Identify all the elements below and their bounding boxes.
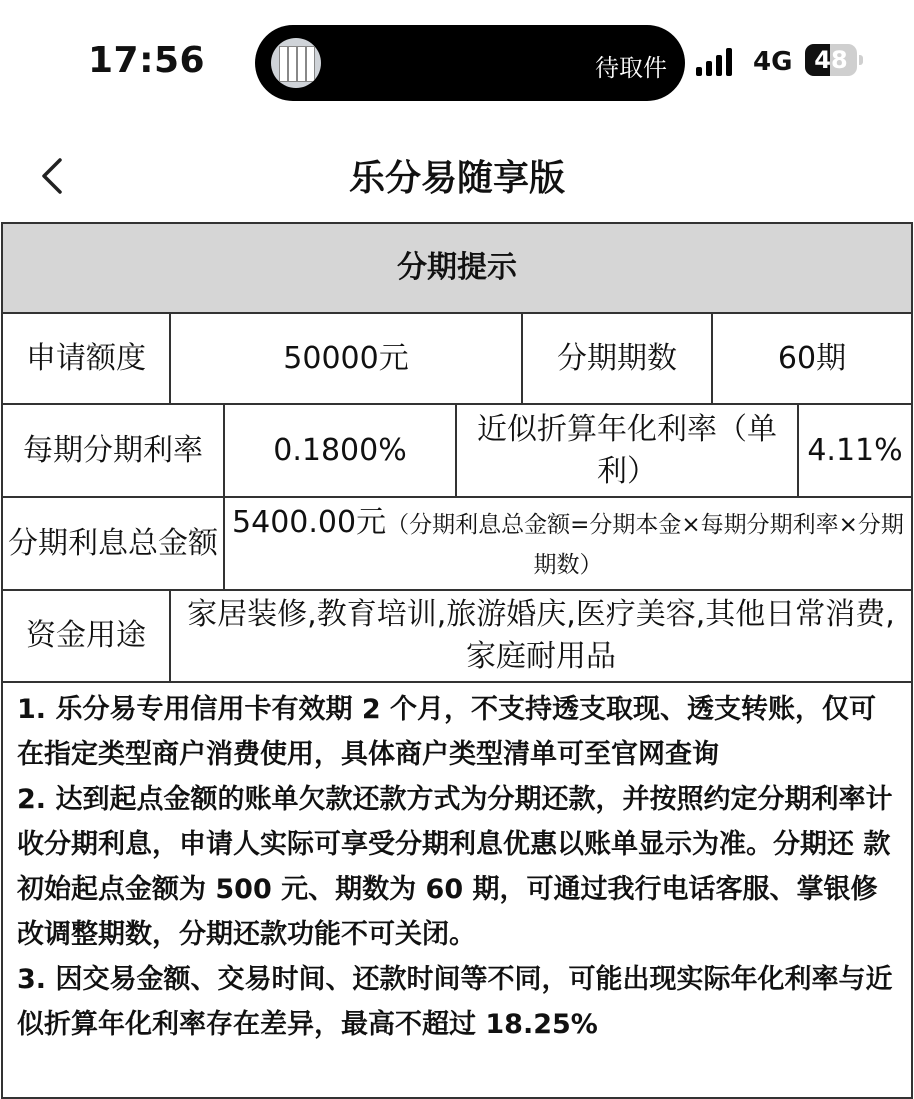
table-row [2,497,912,590]
installment-info-table [1,222,913,1099]
table-row [2,404,912,497]
status-bar [0,0,914,120]
interest-value: 5400.00元 [232,504,387,540]
amount-label: 申请额度 [2,313,170,404]
rate-label: 每期分期利率 [2,404,224,497]
dynamic-island[interactable] [255,25,685,101]
network-type: 4G [753,47,793,77]
note-item: 1. 乐分易专用信用卡有效期 2 个月，不支持透支取现、透支转账，仅可在指定类型商户消费使用，具体商户类型清单可至官网查询 [17,694,877,770]
table-header-row [2,223,912,313]
apr-label: 近似折算年化利率（单利） [456,404,798,497]
island-label: 待取件 [595,54,667,82]
note-item: 3. 因交易金额、交易时间、还款时间等不同，可能出现实际年化利率与近似折算年化利率存在差异，最高不超过 18.25% [17,964,893,1040]
package-thumbnail-icon [271,38,321,88]
usage-label: 资金用途 [2,590,170,682]
status-time: 17:56 [88,40,206,81]
periods-value: 60期 [712,313,912,404]
notes-row [2,682,912,1098]
amount-value: 50000元 [170,313,522,404]
interest-cell [224,497,912,590]
notes-cell [2,682,912,1098]
interest-label: 分期利息总金额 [2,497,224,590]
periods-label: 分期期数 [522,313,712,404]
note-item: 2. 达到起点金额的账单欠款还款方式为分期还款，并按照约定分期利率计收分期利息，申请人实际可享受分期利息优惠以账单显示为准。分期还 款初始起点金额为 500 元、期数为 60 期，可通过我行电话客服、掌银修改调整期数，分期还款功能不可关闭。 [17,784,893,950]
battery-icon [805,44,857,76]
table-row [2,590,912,682]
table-row [2,313,912,404]
apr-value: 4.11% [798,404,912,497]
table-header: 分期提示 [2,223,912,313]
page-title: 乐分易随享版 [348,158,565,199]
rate-value: 0.1800% [224,404,456,497]
usage-value: 家居装修,教育培训,旅游婚庆,医疗美容,其他日常消费,家庭耐用品 [170,590,912,682]
battery-cap [859,55,863,65]
signal-strength-icon [696,46,742,76]
nav-bar [0,130,914,220]
battery-level: 48 [814,46,848,74]
interest-note: （分期利息总金额=分期本金×每期分期利率×分期期数） [386,511,904,578]
